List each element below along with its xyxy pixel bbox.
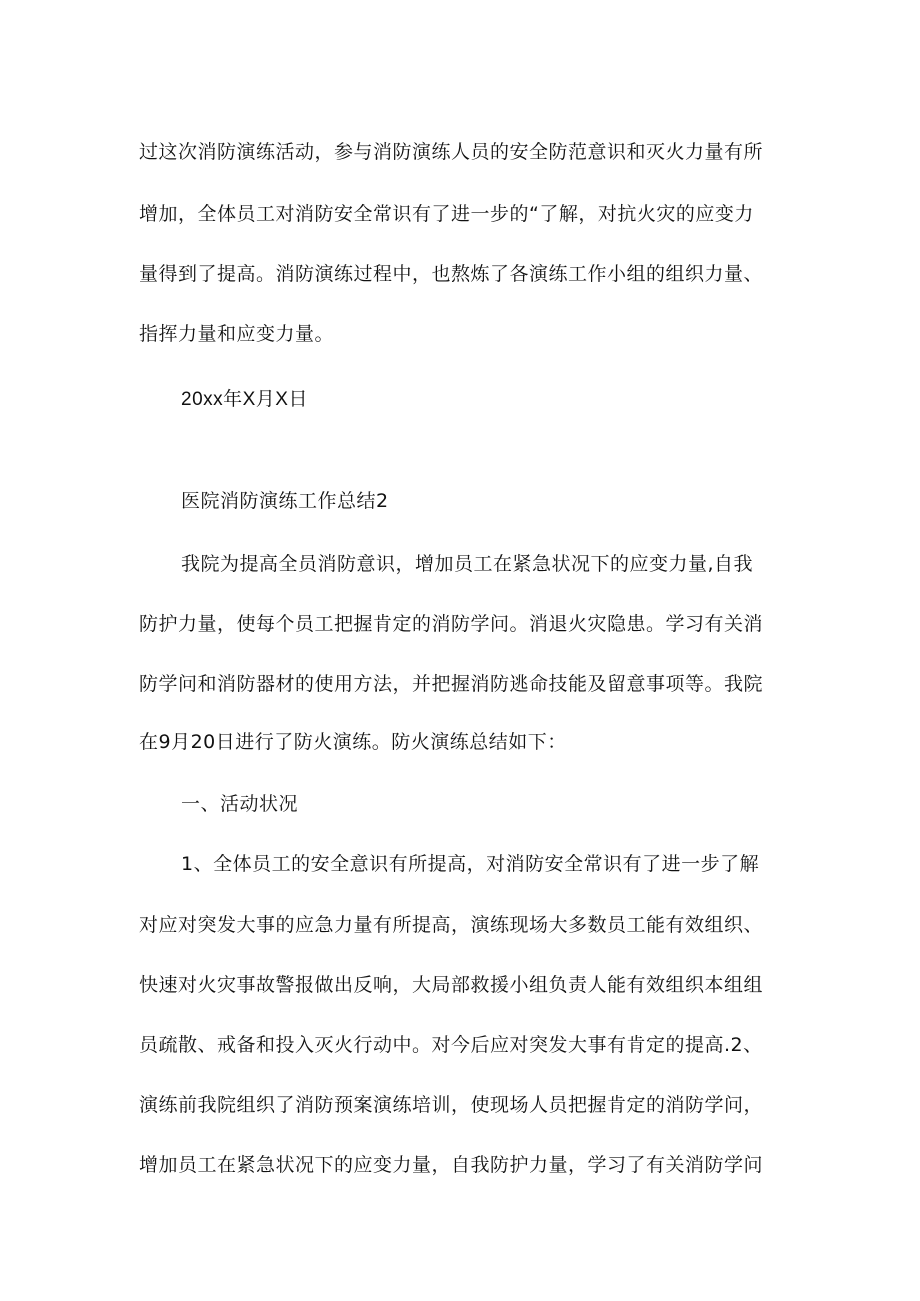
paragraph-line: 量得到了提高。消防演练过程中，也熬炼了各演练工作小组的组织力量、 [139,263,764,285]
paragraph-line: 防护力量，使每个员工把握肯定的消防学问。消退火灾隐患。学习有关消 [139,613,764,635]
date-line: 20xx年X月X日 [181,389,308,410]
paragraph-line: 指挥力量和应变力量。 [139,323,335,345]
paragraph-line: 防学问和消防器材的使用方法，并把握消防逃命技能及留意事项等。我院 [139,673,764,695]
paragraph-line: 对应对突发大事的应急力量有所提高，演练现场大多数员工能有效组织、 [139,914,764,936]
paragraph-line: 快速对火灾事故警报做出反响，大局部救援小组负责人能有效组织本组组 [139,974,764,996]
heading-activity-status: 一、活动状况 [181,793,299,815]
paragraph-line: 我院为提高全员消防意识，增加员工在紧急状况下的应变力量,自我 [181,553,754,575]
section-title: 医院消防演练工作总结2 [181,490,389,512]
paragraph-line: 增加员工在紧急状况下的应变力量，自我防护力量，学习了有关消防学问 [139,1154,764,1176]
paragraph-line: 在9月20日进行了防火演练。防火演练总结如下： [139,731,567,753]
paragraph-line: 1、全体员工的安全意识有所提高，对消防安全常识有了进一步了解 [181,853,760,875]
paragraph-line: 演练前我院组织了消防预案演练培训，使现场人员把握肯定的消防学问， [139,1094,764,1116]
paragraph-line: 增加，全体员工对消防安全常识有了进一步的“了解，对抗火灾的应变力 [139,203,754,225]
paragraph-line: 过这次消防演练活动，参与消防演练人员的安全防范意识和灭火力量有所 [139,141,764,163]
paragraph-line: 员疏散、戒备和投入灭火行动中。对今后应对突发大事有肯定的提高.2、 [139,1034,763,1056]
